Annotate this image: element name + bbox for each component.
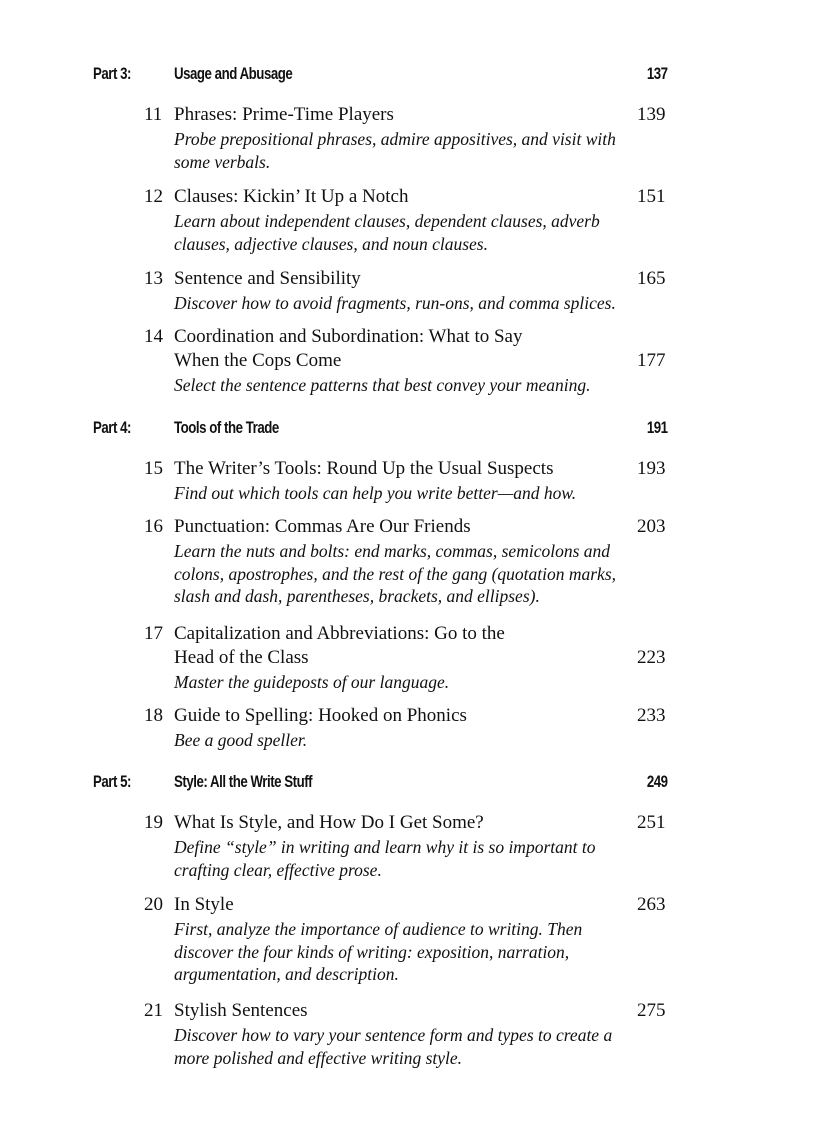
chapter-entry bbox=[0, 623, 816, 694]
chapter-page: 193 bbox=[637, 458, 666, 479]
chapter-title: What Is Style, and How Do I Get Some? bbox=[174, 812, 484, 833]
chapter-title: Coordination and Subordination: What to Say bbox=[174, 326, 523, 347]
chapter-page: 263 bbox=[637, 894, 666, 915]
chapter-entry bbox=[0, 186, 816, 255]
chapter-number: 21 bbox=[144, 1000, 163, 1021]
chapter-entry bbox=[0, 894, 816, 986]
part-section bbox=[0, 418, 816, 750]
chapter-title: The Writer’s Tools: Round Up the Usual Suspects bbox=[174, 458, 554, 479]
chapter-description: Bee a good speller. bbox=[174, 730, 308, 750]
chapter-title: Clauses: Kickin’ It Up a Notch bbox=[174, 186, 409, 207]
chapter-description: First, analyze the importance of audience to writing. Then discover the four kinds of writing: exposition, narration, argumentation, and description. bbox=[174, 919, 583, 984]
chapter-description: Learn the nuts and bolts: end marks, commas, semicolons and colons, apostrophes, and the rest of the gang (quotation marks, slash and dash, parentheses, brackets, and ellipses). bbox=[174, 541, 617, 606]
part-heading bbox=[0, 772, 816, 798]
chapter-number: 14 bbox=[144, 326, 163, 347]
chapter-title-continued: Head of the Class bbox=[174, 647, 309, 668]
chapter-description: Probe prepositional phrases, admire appositives, and visit with some verbals. bbox=[174, 129, 616, 172]
chapter-title: In Style bbox=[174, 894, 234, 915]
chapter-page: 275 bbox=[637, 1000, 666, 1021]
chapter-title-continued: When the Cops Come bbox=[174, 350, 342, 371]
chapter-page: 177 bbox=[637, 350, 666, 371]
chapter-number: 13 bbox=[144, 268, 163, 289]
chapter-title: Punctuation: Commas Are Our Friends bbox=[174, 516, 471, 537]
chapter-description: Discover how to avoid fragments, run-ons, and comma splices. bbox=[174, 293, 616, 313]
chapter-title: Stylish Sentences bbox=[174, 1000, 308, 1021]
part-page: 249 bbox=[647, 772, 668, 791]
chapter-number: 17 bbox=[144, 623, 163, 644]
part-title: Usage and Abusage bbox=[174, 64, 293, 83]
chapter-title: Phrases: Prime-Time Players bbox=[174, 104, 394, 125]
chapter-entry bbox=[0, 812, 816, 881]
chapter-entry bbox=[0, 516, 816, 608]
chapter-description: Find out which tools can help you write better—and how. bbox=[174, 483, 577, 503]
chapter-page: 139 bbox=[637, 104, 666, 125]
chapter-number: 11 bbox=[144, 104, 163, 125]
chapter-number: 16 bbox=[144, 516, 163, 537]
chapter-number: 20 bbox=[144, 894, 163, 915]
part-heading bbox=[0, 418, 816, 444]
chapter-page: 233 bbox=[637, 705, 666, 726]
chapter-number: 15 bbox=[144, 458, 163, 479]
part-title: Tools of the Trade bbox=[174, 418, 279, 437]
chapter-number: 18 bbox=[144, 705, 163, 726]
chapter-title: Sentence and Sensibility bbox=[174, 268, 361, 289]
chapter-entry bbox=[0, 458, 816, 505]
part-section bbox=[0, 64, 816, 395]
part-heading bbox=[0, 64, 816, 90]
part-title: Style: All the Write Stuff bbox=[174, 772, 313, 791]
chapter-title: Capitalization and Abbreviations: Go to the bbox=[174, 623, 505, 644]
chapter-number: 12 bbox=[144, 186, 163, 207]
part-section bbox=[0, 772, 816, 1068]
chapter-page: 165 bbox=[637, 268, 666, 289]
part-page: 191 bbox=[647, 418, 668, 437]
chapter-description: Learn about independent clauses, dependent clauses, adverb clauses, adjective clauses, and noun clauses. bbox=[174, 211, 600, 254]
chapter-entry bbox=[0, 1000, 816, 1069]
part-label: Part 3: bbox=[93, 64, 132, 83]
chapter-entry bbox=[0, 326, 816, 397]
chapter-entry bbox=[0, 104, 816, 173]
chapter-description: Select the sentence patterns that best convey your meaning. bbox=[174, 375, 591, 395]
part-label: Part 4: bbox=[93, 418, 132, 437]
chapter-description: Discover how to vary your sentence form and types to create a more polished and effective writing style. bbox=[174, 1025, 613, 1068]
chapter-title: Guide to Spelling: Hooked on Phonics bbox=[174, 705, 467, 726]
chapter-page: 223 bbox=[637, 647, 666, 668]
chapter-page: 151 bbox=[637, 186, 666, 207]
chapter-description: Define “style” in writing and learn why it is so important to crafting clear, effective prose. bbox=[174, 837, 596, 880]
part-page: 137 bbox=[647, 64, 668, 83]
chapter-description: Master the guideposts of our language. bbox=[174, 672, 450, 692]
chapter-page: 203 bbox=[637, 516, 666, 537]
chapter-entry bbox=[0, 705, 816, 752]
part-label: Part 5: bbox=[93, 772, 132, 791]
chapter-entry bbox=[0, 268, 816, 315]
chapter-number: 19 bbox=[144, 812, 163, 833]
chapter-page: 251 bbox=[637, 812, 666, 833]
